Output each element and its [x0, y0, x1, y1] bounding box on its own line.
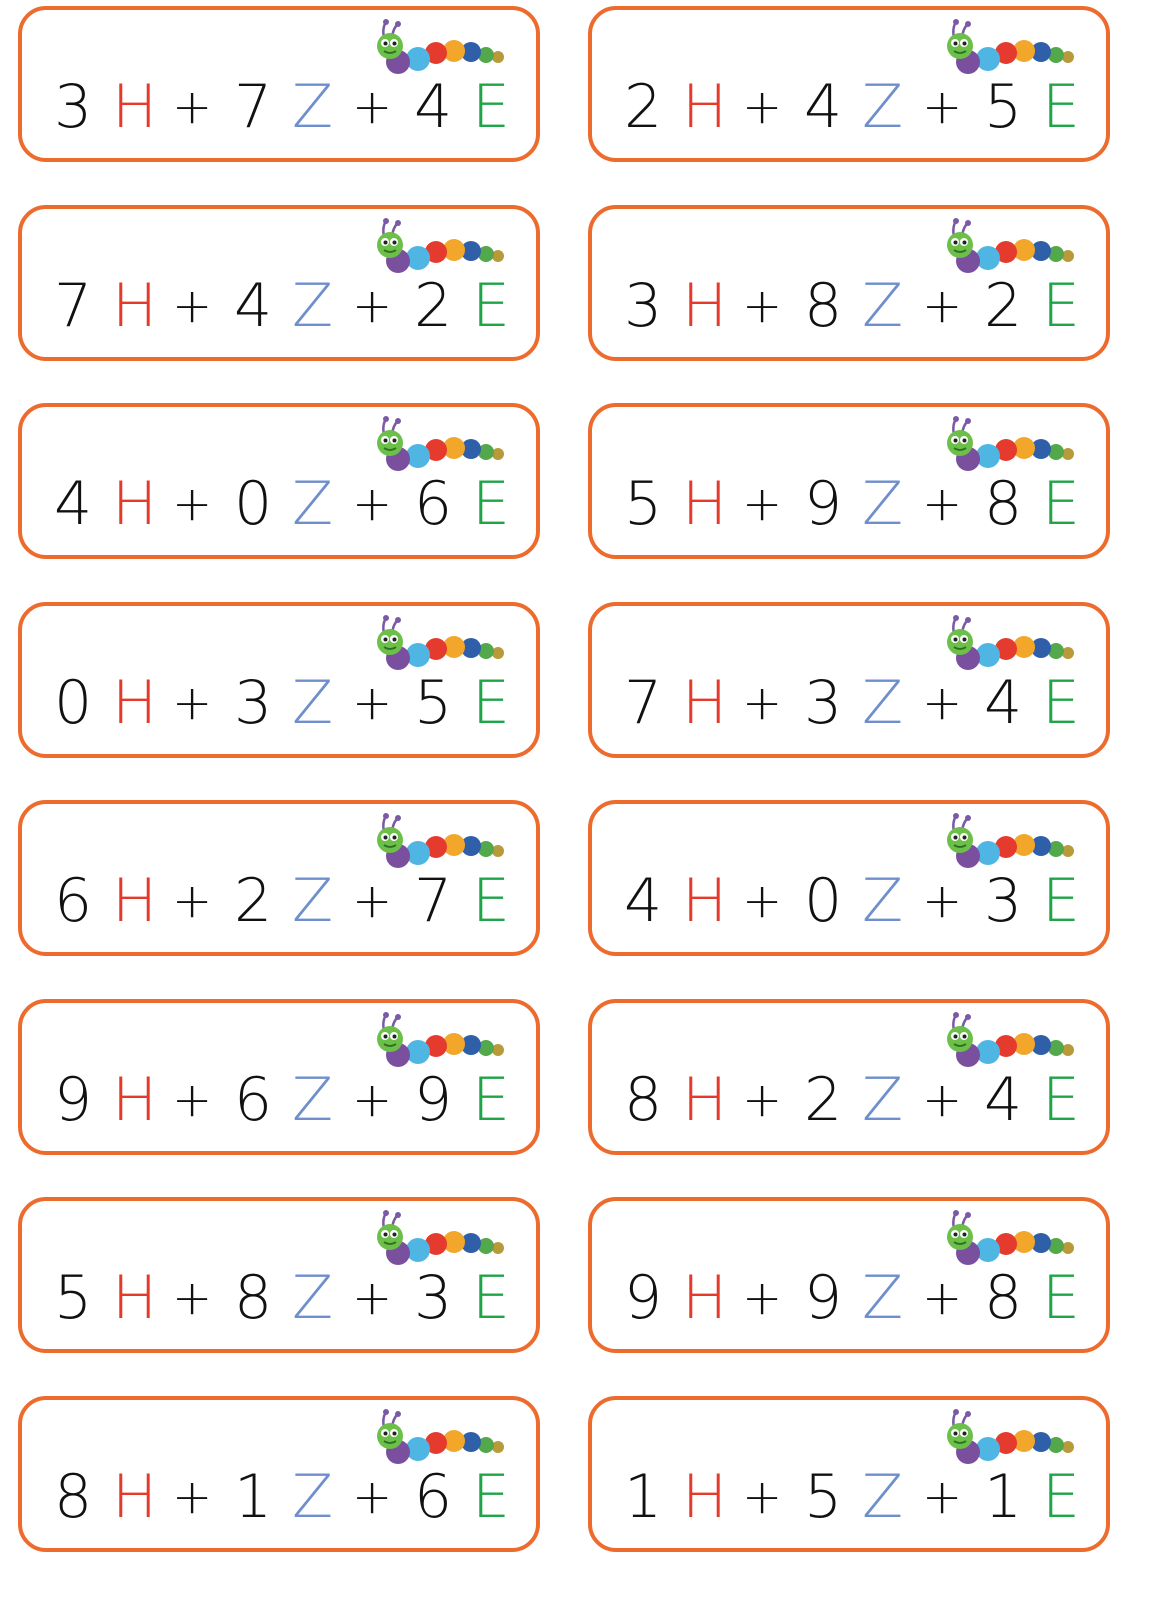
place-value-card: [18, 800, 540, 956]
plus-sign: +: [742, 675, 783, 731]
plus-sign: +: [172, 873, 213, 929]
tens-unit-label: Z: [292, 866, 334, 936]
ones-digit: 4: [984, 1065, 1023, 1135]
caterpillar-icon: [368, 614, 508, 674]
hundreds-digit: 9: [624, 1263, 663, 1333]
ones-digit: 4: [984, 668, 1023, 738]
place-value-card: [18, 1197, 540, 1353]
ones-digit: 7: [414, 866, 453, 936]
caterpillar-icon: [368, 812, 508, 872]
place-value-expression: [624, 1462, 1080, 1532]
place-value-expression: [54, 72, 510, 142]
ones-digit: 2: [984, 271, 1023, 341]
plus-sign: +: [172, 1270, 213, 1326]
plus-sign: +: [352, 476, 393, 532]
place-value-expression: [54, 271, 510, 341]
place-value-card: [18, 205, 540, 361]
tens-unit-label: Z: [292, 72, 334, 142]
place-value-expression: [624, 668, 1080, 738]
ones-digit: 5: [414, 668, 453, 738]
caterpillar-icon: [368, 415, 508, 475]
plus-sign: +: [172, 79, 213, 135]
hundreds-unit-label: H: [682, 1065, 728, 1135]
hundreds-digit: 7: [624, 668, 663, 738]
tens-unit-label: Z: [292, 668, 334, 738]
plus-sign: +: [922, 79, 963, 135]
place-value-card: [588, 6, 1110, 162]
tens-unit-label: Z: [862, 1065, 904, 1135]
hundreds-digit: 3: [54, 72, 93, 142]
plus-sign: +: [352, 1469, 393, 1525]
ones-digit: 2: [414, 271, 453, 341]
tens-digit: 8: [804, 271, 843, 341]
caterpillar-icon: [368, 217, 508, 277]
hundreds-unit-label: H: [112, 1263, 158, 1333]
plus-sign: +: [922, 1270, 963, 1326]
plus-sign: +: [352, 873, 393, 929]
caterpillar-icon: [938, 1408, 1078, 1468]
hundreds-digit: 8: [624, 1065, 663, 1135]
place-value-card: [588, 403, 1110, 559]
ones-unit-label: E: [1042, 1462, 1080, 1532]
caterpillar-icon: [368, 18, 508, 78]
tens-unit-label: Z: [292, 469, 334, 539]
tens-digit: 9: [804, 469, 843, 539]
place-value-card: [588, 205, 1110, 361]
hundreds-unit-label: H: [682, 271, 728, 341]
plus-sign: +: [922, 476, 963, 532]
plus-sign: +: [922, 1072, 963, 1128]
place-value-card: [18, 1396, 540, 1552]
tens-digit: 6: [234, 1065, 273, 1135]
ones-unit-label: E: [472, 1462, 510, 1532]
plus-sign: +: [742, 1270, 783, 1326]
ones-digit: 8: [984, 1263, 1023, 1333]
hundreds-unit-label: H: [112, 866, 158, 936]
place-value-expression: [624, 866, 1080, 936]
tens-unit-label: Z: [292, 1462, 334, 1532]
plus-sign: +: [352, 1072, 393, 1128]
tens-digit: 1: [234, 1462, 273, 1532]
tens-unit-label: Z: [862, 866, 904, 936]
ones-unit-label: E: [472, 72, 510, 142]
tens-unit-label: Z: [862, 271, 904, 341]
place-value-expression: [54, 469, 510, 539]
tens-digit: 8: [234, 1263, 273, 1333]
hundreds-unit-label: H: [112, 668, 158, 738]
ones-digit: 3: [984, 866, 1023, 936]
place-value-card: [588, 1396, 1110, 1552]
ones-unit-label: E: [472, 866, 510, 936]
ones-unit-label: E: [472, 271, 510, 341]
place-value-expression: [624, 271, 1080, 341]
place-value-card: [18, 6, 540, 162]
tens-unit-label: Z: [292, 271, 334, 341]
ones-digit: 4: [414, 72, 453, 142]
plus-sign: +: [922, 675, 963, 731]
hundreds-digit: 2: [624, 72, 663, 142]
place-value-expression: [54, 1263, 510, 1333]
hundreds-digit: 0: [54, 668, 93, 738]
ones-digit: 6: [414, 469, 453, 539]
plus-sign: +: [352, 675, 393, 731]
hundreds-digit: 6: [54, 866, 93, 936]
place-value-card: [588, 999, 1110, 1155]
place-value-expression: [624, 1263, 1080, 1333]
tens-unit-label: Z: [862, 72, 904, 142]
tens-digit: 3: [234, 668, 273, 738]
ones-digit: 3: [414, 1263, 453, 1333]
tens-digit: 2: [804, 1065, 843, 1135]
ones-unit-label: E: [1042, 866, 1080, 936]
place-value-expression: [624, 1065, 1080, 1135]
plus-sign: +: [922, 278, 963, 334]
caterpillar-icon: [938, 812, 1078, 872]
ones-unit-label: E: [472, 1263, 510, 1333]
hundreds-digit: 5: [624, 469, 663, 539]
plus-sign: +: [172, 278, 213, 334]
hundreds-unit-label: H: [682, 1263, 728, 1333]
ones-unit-label: E: [472, 668, 510, 738]
plus-sign: +: [742, 476, 783, 532]
plus-sign: +: [172, 476, 213, 532]
hundreds-digit: 7: [54, 271, 93, 341]
ones-unit-label: E: [1042, 1263, 1080, 1333]
ones-digit: 8: [984, 469, 1023, 539]
tens-digit: 7: [234, 72, 273, 142]
hundreds-digit: 9: [54, 1065, 93, 1135]
caterpillar-icon: [938, 1011, 1078, 1071]
caterpillar-icon: [938, 217, 1078, 277]
place-value-card: [18, 403, 540, 559]
hundreds-digit: 4: [624, 866, 663, 936]
tens-unit-label: Z: [862, 1462, 904, 1532]
hundreds-digit: 8: [54, 1462, 93, 1532]
place-value-expression: [624, 72, 1080, 142]
caterpillar-icon: [938, 614, 1078, 674]
place-value-card: [18, 999, 540, 1155]
tens-digit: 5: [804, 1462, 843, 1532]
plus-sign: +: [172, 1072, 213, 1128]
ones-digit: 5: [984, 72, 1023, 142]
plus-sign: +: [922, 1469, 963, 1525]
hundreds-unit-label: H: [112, 469, 158, 539]
caterpillar-icon: [938, 415, 1078, 475]
caterpillar-icon: [938, 18, 1078, 78]
hundreds-unit-label: H: [112, 1065, 158, 1135]
place-value-card: [18, 602, 540, 758]
hundreds-digit: 3: [624, 271, 663, 341]
plus-sign: +: [352, 1270, 393, 1326]
tens-unit-label: Z: [862, 1263, 904, 1333]
plus-sign: +: [742, 79, 783, 135]
caterpillar-icon: [368, 1209, 508, 1269]
place-value-card: [588, 1197, 1110, 1353]
ones-unit-label: E: [1042, 1065, 1080, 1135]
place-value-expression: [54, 1065, 510, 1135]
plus-sign: +: [922, 873, 963, 929]
hundreds-digit: 4: [54, 469, 93, 539]
tens-digit: 4: [804, 72, 843, 142]
plus-sign: +: [742, 873, 783, 929]
tens-unit-label: Z: [862, 668, 904, 738]
plus-sign: +: [742, 278, 783, 334]
hundreds-unit-label: H: [682, 469, 728, 539]
place-value-card: [588, 800, 1110, 956]
tens-digit: 2: [234, 866, 273, 936]
ones-digit: 1: [984, 1462, 1023, 1532]
hundreds-unit-label: H: [112, 72, 158, 142]
caterpillar-icon: [938, 1209, 1078, 1269]
hundreds-unit-label: H: [682, 72, 728, 142]
place-value-expression: [54, 866, 510, 936]
tens-digit: 3: [804, 668, 843, 738]
hundreds-unit-label: H: [682, 866, 728, 936]
plus-sign: +: [742, 1469, 783, 1525]
tens-unit-label: Z: [292, 1263, 334, 1333]
ones-unit-label: E: [1042, 668, 1080, 738]
plus-sign: +: [352, 79, 393, 135]
ones-unit-label: E: [472, 1065, 510, 1135]
tens-digit: 0: [234, 469, 273, 539]
place-value-expression: [54, 668, 510, 738]
tens-digit: 4: [234, 271, 273, 341]
ones-digit: 6: [414, 1462, 453, 1532]
tens-digit: 9: [804, 1263, 843, 1333]
ones-unit-label: E: [1042, 271, 1080, 341]
hundreds-digit: 1: [624, 1462, 663, 1532]
hundreds-unit-label: H: [112, 1462, 158, 1532]
ones-unit-label: E: [1042, 469, 1080, 539]
tens-unit-label: Z: [862, 469, 904, 539]
ones-unit-label: E: [1042, 72, 1080, 142]
plus-sign: +: [172, 1469, 213, 1525]
tens-unit-label: Z: [292, 1065, 334, 1135]
hundreds-unit-label: H: [112, 271, 158, 341]
hundreds-unit-label: H: [682, 668, 728, 738]
plus-sign: +: [172, 675, 213, 731]
place-value-expression: [54, 1462, 510, 1532]
hundreds-digit: 5: [54, 1263, 93, 1333]
place-value-expression: [624, 469, 1080, 539]
ones-digit: 9: [414, 1065, 453, 1135]
caterpillar-icon: [368, 1408, 508, 1468]
place-value-card: [588, 602, 1110, 758]
ones-unit-label: E: [472, 469, 510, 539]
plus-sign: +: [352, 278, 393, 334]
hundreds-unit-label: H: [682, 1462, 728, 1532]
plus-sign: +: [742, 1072, 783, 1128]
tens-digit: 0: [804, 866, 843, 936]
caterpillar-icon: [368, 1011, 508, 1071]
